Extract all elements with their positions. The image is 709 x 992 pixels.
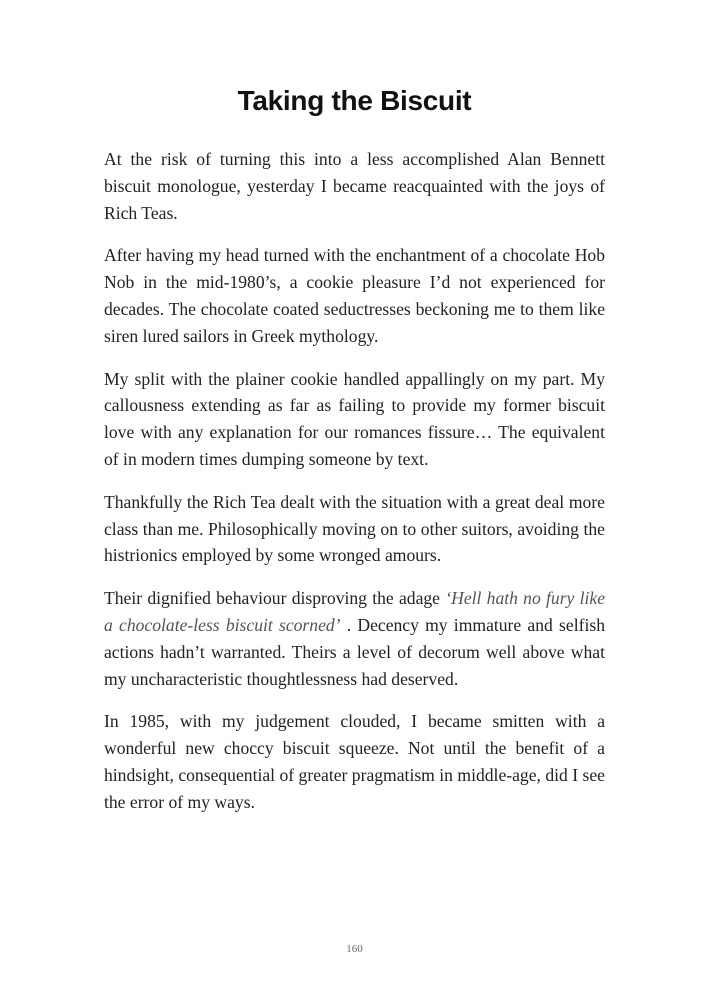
page-body [104, 80, 605, 832]
page-title: Taking the Biscuit [237, 85, 472, 116]
paragraph-4: Thankfully the Rich Tea dealt with the situation with a great deal more class than me. Philosophically moving on to other suitors, avoiding the histrionics employed by some wronged amours. [104, 491, 605, 566]
paragraph-3: My split with the plainer cookie handled appallingly on my part. My callousness extending as far as failing to provide my former biscuit love with any explanation for our romances fissure… The equivalent of in modern times dumping someone by text. [104, 368, 605, 469]
adage-quote: ‘Hell hath no fury like a chocolate-less biscuit scorned’ [104, 588, 606, 635]
paragraph-6: In 1985, with my judgement clouded, I became smitten with a wonderful new choccy biscuit squeeze. Not until the benefit of a hindsight, consequential of greater pragmatism in middle-age, did I see the error of my ways. [104, 711, 605, 812]
page-number: 160 [346, 943, 363, 955]
paragraph-1: At the risk of turning this into a less accomplished Alan Bennett biscuit monologue, yesterday I became reacquainted with the joys of Rich Teas. [104, 149, 605, 223]
paragraph-5 [104, 585, 605, 692]
paragraph-5-lead: Their dignified behaviour disproving the adage [104, 588, 446, 609]
paragraph-2: After having my head turned with the enchantment of a chocolate Hob Nob in the mid-1980’s, a cookie pleasure I’d not experienced for decades. The chocolate coated seductresses beckoning me to them like siren lured sailors in Greek mythology. [104, 245, 605, 346]
paragraph-5-rest: . Decency my immature and selfish actions hadn’t warranted. Theirs a level of decorum well above what my uncharacteristic thoughtlessness had deserved. [104, 614, 605, 689]
